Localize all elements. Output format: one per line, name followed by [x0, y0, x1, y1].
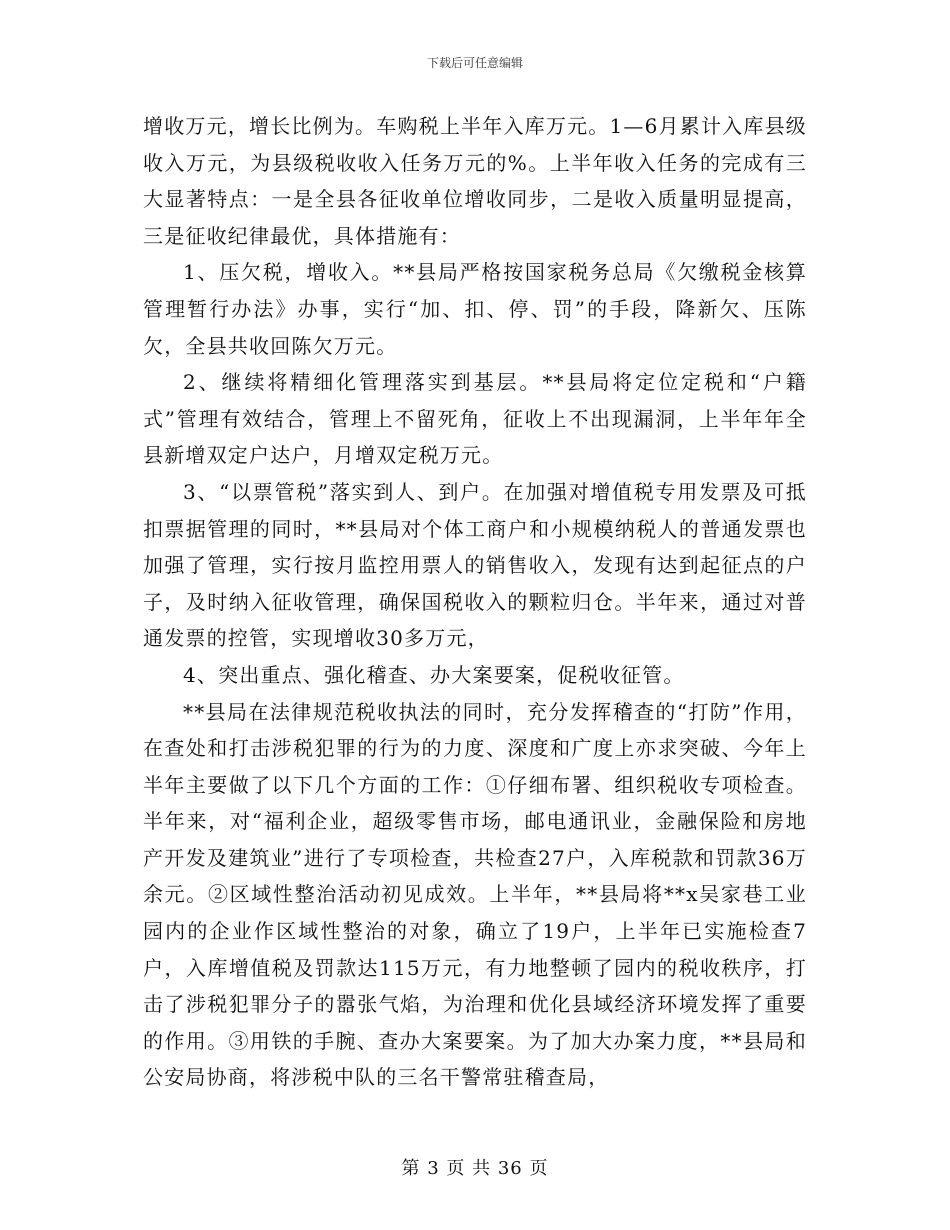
page-header-note: 下载后可任意编辑 — [426, 56, 523, 70]
paragraph-inspection-details: **县局在法律规范税收执法的同时，充分发挥稽查的“打防”作用，在查处和打击涉税犯罪的行为的力度、深度和广度上亦求突破、今年上半年主要做了以下几个方面的工作：①仔细布署、组织税收专项检查。半年来，对“福利企业，超级零售市场，邮电通讯业，金融保险和房地产开发及建筑业”进行了专项检查，共检查27户，入库税款和罚款36万余元。②区域性整治活动初见成效。上半年，**县局将**x吴家巷工业园内的企业作区域性整治的对象，确立了19户，上半年已实施检查7户，入库增值税及罚款达115万元，有力地整顿了园内的税收秩序，打击了涉税犯罪分子的嚣张气焰，为治理和优化县域经济环境发挥了重要的作用。③用铁的手腕、查办大案要案。为了加大办案力度，**县局和公安局协商，将涉税中队的三名干警常驻稽查局， — [143, 699, 807, 1090]
paragraph-measure-fine-management: 2、继续将精细化管理落实到基层。**县局将定位定税和“户籍式”管理有效结合，管理上不留死角，征收上不出现漏洞，上半年年全县新增双定户达户，月增双定税万元。 — [143, 370, 807, 468]
document-body — [143, 108, 807, 1096]
page-number-footer: 第 3 页 共 36 页 — [401, 1158, 549, 1179]
paragraph-revenue-summary: 增收万元，增长比例为。车购税上半年入库万元。1—6月累计入库县级收入万元，为县级税收收入任务万元的%。上半年收入任务的完成有三大显著特点：一是全县各征收单位增收同步，二是收入质量明显提高，三是征收纪律最优，具体措施有： — [143, 114, 807, 248]
paragraph-measure-invoice-control: 3、“以票管税”落实到人、到户。在加强对增值税专用发票及可抵扣票据管理的同时，**县局对个体工商户和小规模纳税人的普通发票也加强了管理，实行按月监控用票人的销售收入，发现有达到起征点的户子，及时纳入征收管理，确保国税收入的颗粒归仓。半年来，通过对普通发票的控管，实现增收30多万元， — [143, 479, 807, 651]
paragraph-measure-inspection-heading: 4、突出重点、强化稽查、办大案要案，促税收征管。 — [183, 662, 685, 687]
paragraph-measure-arrears: 1、压欠税，增收入。**县局严格按国家税务总局《欠缴税金核算管理暂行办法》办事，实行“加、扣、停、罚”的手段，降新欠、压陈欠，全县共收回陈欠万元。 — [143, 260, 807, 358]
